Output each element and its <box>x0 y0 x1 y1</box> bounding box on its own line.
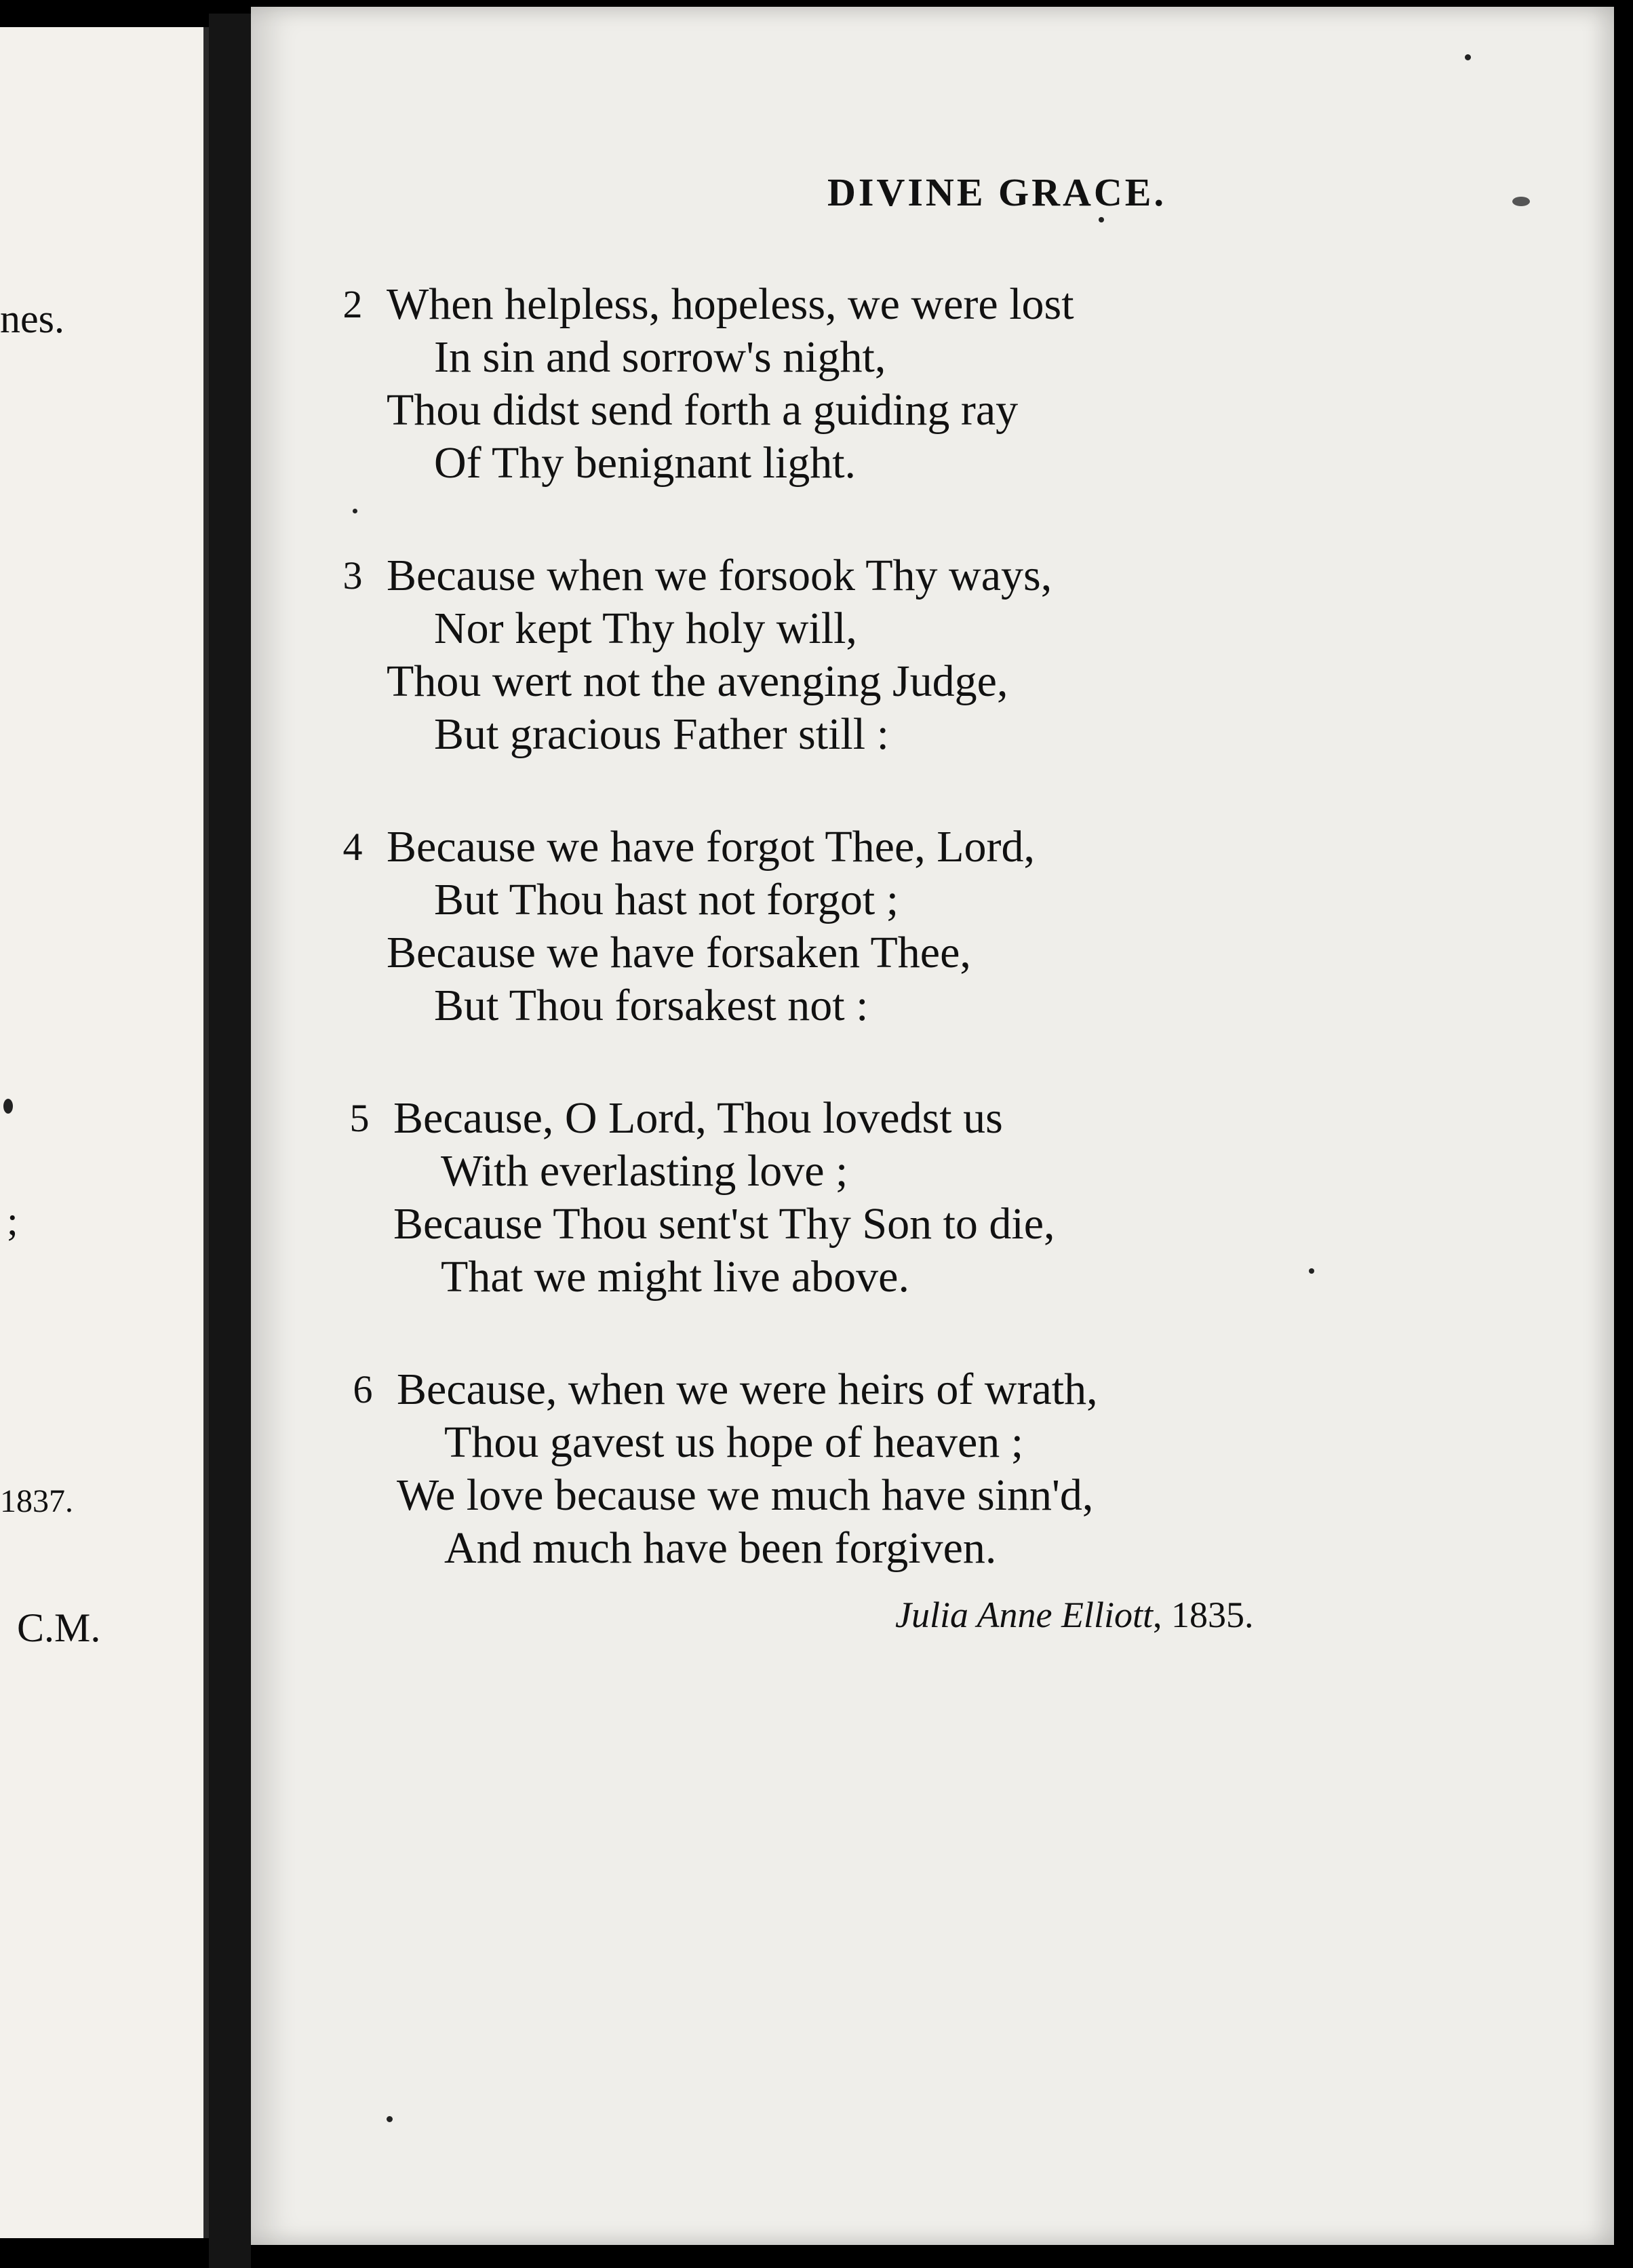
ink-speck <box>353 509 357 513</box>
verse-line: Because we have forgot Thee, Lord, <box>387 822 1036 872</box>
verse-line: But Thou hast not forgot ; <box>434 875 899 924</box>
stanza-number: 3 <box>342 553 363 598</box>
verse-line: Thou gavest us hope of heaven ; <box>444 1418 1024 1467</box>
ink-speck <box>387 2116 393 2122</box>
verse-line: Thou didst send forth a guiding ray <box>387 385 1019 435</box>
verse-line: Because Thou sent'st Thy Son to die, <box>393 1199 1055 1249</box>
verse-line: But Thou forsakest not : <box>434 981 869 1030</box>
verse-line: Because, O Lord, Thou lovedst us <box>393 1093 1003 1143</box>
verse-line: But gracious Father still : <box>434 709 889 759</box>
verse-line: That we might live above. <box>441 1252 909 1302</box>
left-page <box>0 27 209 2238</box>
left-page-fragment: 1837. <box>0 1483 73 1519</box>
ink-speck <box>1465 54 1471 60</box>
verse-line: Of Thy benignant light. <box>434 438 857 488</box>
stanza-number: 5 <box>349 1096 370 1140</box>
ink-speck <box>3 1099 13 1114</box>
verse-line: We love because we much have sinn'd, <box>397 1470 1094 1520</box>
verse-line: Because we have forsaken Thee, <box>387 928 971 977</box>
right-page <box>251 7 1614 2245</box>
author-attribution <box>895 1594 1633 1636</box>
stanza-number: 4 <box>342 825 363 869</box>
page-title: DIVINE GRACE. <box>827 170 1166 214</box>
verse-line: And much have been forgiven. <box>444 1523 997 1573</box>
ink-speck <box>1309 1268 1314 1274</box>
verse-line: Because when we forsook Thy ways, <box>387 551 1052 600</box>
left-page-fragment: nes. <box>0 296 64 341</box>
stanza-number: 6 <box>353 1367 373 1411</box>
left-page-fragment: C.M. <box>17 1605 101 1650</box>
ink-speck <box>1512 197 1530 206</box>
author-name: Julia Anne Elliott <box>895 1595 1153 1635</box>
verse-line: Nor kept Thy holy will, <box>434 604 857 653</box>
ink-speck <box>1099 217 1104 222</box>
verse-line: Because, when we were heirs of wrath, <box>397 1365 1098 1414</box>
verse-line: Thou wert not the avenging Judge, <box>387 657 1008 706</box>
verse-line: In sin and sorrow's night, <box>434 332 886 382</box>
stanza-number: 2 <box>342 282 363 326</box>
left-page-fragment: ; <box>7 1198 18 1243</box>
verse-line: When helpless, hopeless, we were lost <box>387 279 1074 329</box>
book-gutter <box>209 14 251 2268</box>
verse-line: With everlasting love ; <box>441 1146 848 1196</box>
attribution-year: , 1835. <box>1152 1595 1254 1635</box>
